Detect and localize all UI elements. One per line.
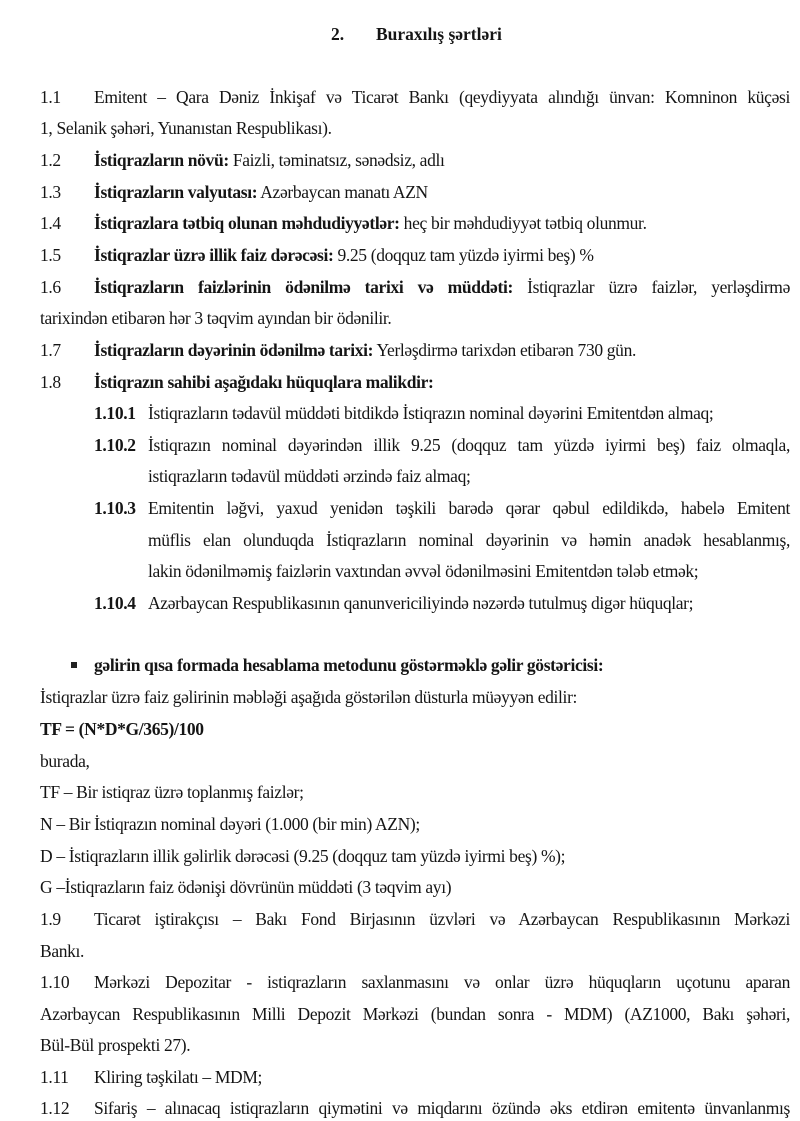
item-number: 1.8 [40,372,61,392]
item-label: İstiqrazın sahibi aşağıdakı hüquqlara malikdir: [94,372,434,392]
right-text: İstiqrazın nominal dəyərindən illik 9.25 (doqquz tam yüzdə iyirmi beş) faiz olmaqla, [148,435,790,455]
item-value: Yerləşdirmə tarixdən etibarən 730 gün. [373,340,636,360]
item-number: 1.12 [40,1098,70,1118]
list-item [94,149,445,171]
item-text: Emitent – Qara Dəniz İnkişaf və Ticarət Bankı (qeydiyyata alındığı ünvan: Komninon küçəsi [94,87,790,107]
item-number: 1.1 [40,87,61,107]
item-text-continuation: 1, Selanik şəhəri, Yunanıstan Respublikası). [40,118,332,138]
right-text: Emitentin ləğvi, yaxud yenidən təşkili barədə qərar qəbul edildikdə, habelə Emitent [148,498,790,518]
item-label: İstiqrazlar üzrə illik faiz dərəcəsi: [94,245,334,265]
item-value: heç bir məhdudiyyət tətbiq olunmur. [399,213,647,233]
item-number: 1.4 [40,213,61,233]
item-label: İstiqrazların növü: [94,150,229,170]
item-text: Kliring təşkilatı – MDM; [94,1067,263,1087]
item-value: Faizli, təminatsız, sənədsiz, adlı [228,150,445,170]
list-item [94,212,647,234]
income-intro: İstiqrazlar üzrə faiz gəlirinin məbləği aşağıda göstərilən düsturla müəyyən edilir: [40,687,578,707]
item-label: İstiqrazların faizlərinin ödənilmə tarixi və müddəti: [94,277,513,297]
item-number: 1.11 [40,1067,69,1087]
item-text-continuation: Azərbaycan Respublikasının Milli Depozit Mərkəzi (bundan sonra - MDM) (AZ1000, Bakı şəhəri, [40,1004,790,1024]
item-number: 1.7 [40,340,61,360]
section-title-text: Buraxılış şərtləri [376,24,502,44]
item-number: 1.9 [40,909,61,929]
item-number: 1.10 [40,972,70,992]
definition-item: D – İstiqrazların illik gəlirlik dərəcəsi (9.25 (doqquz tam yüzdə iyirmi beş) %); [40,846,566,866]
section-number: 2. [331,24,345,44]
definition-item: TF – Bir istiqraz üzrə toplanmış faizlər; [40,782,304,802]
income-formula: TF = (N*D*G/365)/100 [40,719,204,739]
item-value: Azərbaycan manatı AZN [257,182,428,202]
item-text: Ticarət iştirakçısı – Bakı Fond Birjasının üzvləri və Azərbaycan Respublikasının Mərkəzi [94,909,790,929]
item-number: 1.5 [40,245,61,265]
item-text-continuation: Bankı. [40,941,85,961]
definition-item: G –İstiqrazların faiz ödənişi dövrünün müddəti (3 təqvim ayı) [40,877,452,897]
item-value: İstiqrazlar üzrə faizlər, yerləşdirmə [512,277,790,297]
item-number: 1.3 [40,182,61,202]
item-label: İstiqrazların valyutası: [94,182,258,202]
list-item [94,339,636,361]
item-label: İstiqrazlara tətbiq olunan məhdudiyyətlər: [94,213,400,233]
square-bullet-icon [71,662,77,668]
right-number: 1.10.1 [94,403,136,423]
list-item [94,276,790,298]
definition-item: N – Bir İstiqrazın nominal dəyəri (1.000 (bir min) AZN); [40,814,420,834]
item-text-continuation: tarixindən etibarən hər 3 təqvim ayından bir ödənilir. [40,308,392,328]
income-where: burada, [40,751,90,771]
item-number: 1.6 [40,277,61,297]
right-text-continuation: istiqrazların tədavül müddəti ərzində faiz almaq; [148,466,471,486]
list-item [94,181,428,203]
item-value: 9.25 (doqquz tam yüzdə iyirmi beş) % [333,245,594,265]
item-number: 1.2 [40,150,61,170]
right-number: 1.10.3 [94,498,136,518]
list-item [94,371,434,393]
income-heading: gəlirin qısa formada hesablama metodunu göstərməklə gəlir göstəricisi: [94,655,604,675]
right-text-continuation: lakin ödənilməmiş faizlərin vaxtından əvvəl ödənilməsini Emitentdən tələb etmək; [148,561,699,581]
right-text-continuation: müflis elan olunduqda İstiqrazların nominal dəyərinin və həmin anadək hesablanmış, [148,530,790,550]
right-text: İstiqrazların tədavül müddəti bitdikdə İstiqrazın nominal dəyərini Emitentdən almaq; [148,403,714,423]
list-item [94,244,594,266]
right-number: 1.10.4 [94,593,136,613]
item-label: İstiqrazların dəyərinin ödənilmə tarixi: [94,340,374,360]
right-number: 1.10.2 [94,435,136,455]
item-text-continuation: Bül-Bül prospekti 27). [40,1035,191,1055]
right-text: Azərbaycan Respublikasının qanunvericiliyində nəzərdə tutulmuş digər hüquqlar; [148,593,694,613]
item-text: Sifariş – alınacaq istiqrazların qiymətini və miqdarını özündə əks etdirən emitentə ünvanlanmış [94,1098,790,1118]
item-text: Mərkəzi Depozitar - istiqrazların saxlanmasını və onlar üzrə hüquqların uçotunu aparan [94,972,790,992]
